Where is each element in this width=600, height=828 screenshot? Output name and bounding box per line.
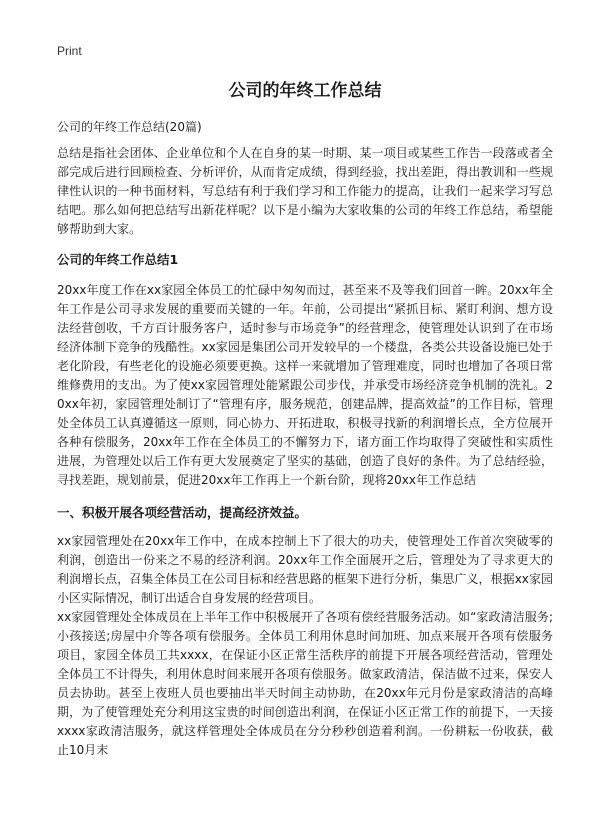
section2-paragraph-2: xx家园管理处全体成员在上半年工作中积极展开了各项有偿经营服务活动。如“家政清洁服务;小孩接送;房屋中介等各项有偿服务。全体员工利用休息时间加班、加点来展开各项有偿服务项目，家园全体员工共xxxx，在保证小区正常生活秩序的前提下开展各项经营活动，管理处全体员工不计得失，利用休息时间来展开各项有偿服务。做家政清洁，保洁做不过来，保安人员去协助。甚至上夜班人员也要抽出半天时间主动协助，在20xx年元月份是家政清洁的高峰期，为了使管理处充分利用这宝贵的时间创造出利润，在保证小区正常工作的前提下，一天接xxxx家政清洁服务，就这样管理处全体成员在分分秒秒创造着利润。一份耕耘一份收获，截止10月末: [57, 610, 553, 757]
intro-paragraph: 总结是指社会团体、企业单位和个人在自身的某一时期、某一项目或某些工作告一段落或者全部完成后进行回顾检查、分析评价，从而肯定成绩，得到经验，找出差距，得出教训和一些规律性认识的一种书面材料，写总结有利于我们学习和工作能力的提高，让我们一起来学习写总结吧。那么如何把总结写出新花样呢？以下是小编为大家收集的公司的年终工作总结，希望能够帮助到大家。: [57, 146, 553, 236]
document-title: 公司的年终工作总结: [228, 81, 382, 101]
print-link[interactable]: Print: [57, 44, 82, 58]
section1-heading: 公司的年终工作总结1: [57, 252, 179, 267]
section2-heading: 一、积极开展各项经营活动，提高经济效益。: [57, 505, 308, 520]
document-subtitle: 公司的年终工作总结(20篇): [57, 120, 202, 134]
section2-paragraph-1: xx家园管理处在20xx年工作中，在成本控制上下了很大的功夫，使管理处工作首次突破零的利润，创造出一份来之不易的经济利润。20xx年工作全面展开之后，管理处为了寻求更大的利润增长点，召集全体员工在公司目标和经营思路的框架下进行分析，集思广义，根据xx家园小区实际情况，制订出适合自身发展的经营项目。: [57, 534, 553, 605]
section1-paragraph: 20xx年度工作在xx家园全体员工的忙碌中匆匆而过，甚至来不及等我们回首一眸。20xx年全年工作是公司寻求发展的重要而关键的一年。年前，公司提出“紧抓目标、紧盯利润、想方设法经营创收，千方百计服务客户，适时参与市场竞争”的经营理念，使管理处认识到了在市场经济体制下竞争的残酷性。xx家园是集团公司开发较早的一个楼盘，各类公共设备设施已处于老化阶段，有些老化的设施必须要更换。这样一来就增加了管理难度，同时也增加了各项日常维修费用的支出。为了使xx家园管理处能紧跟公司步伐，并承受市场经济竞争机制的洗礼。20xx年初，家园管理处制订了“管理有序，服务规范，创建品牌，提高效益”的工作目标，管理处全体员工认真遵循这一原则，同心协力、开拓进取，积极寻找新的利润增长点，全方位展开各种有偿服务，20xx年工作在全体员工的不懈努力下，诸方面工作均取得了突破性和实质性进展，为管理处以后工作有更大发展奠定了坚实的基础，创造了良好的条件。为了总结经验，寻找差距，规划前景，促进20xx年工作再上一个新台阶，现将20xx年工作总结: [57, 283, 553, 487]
